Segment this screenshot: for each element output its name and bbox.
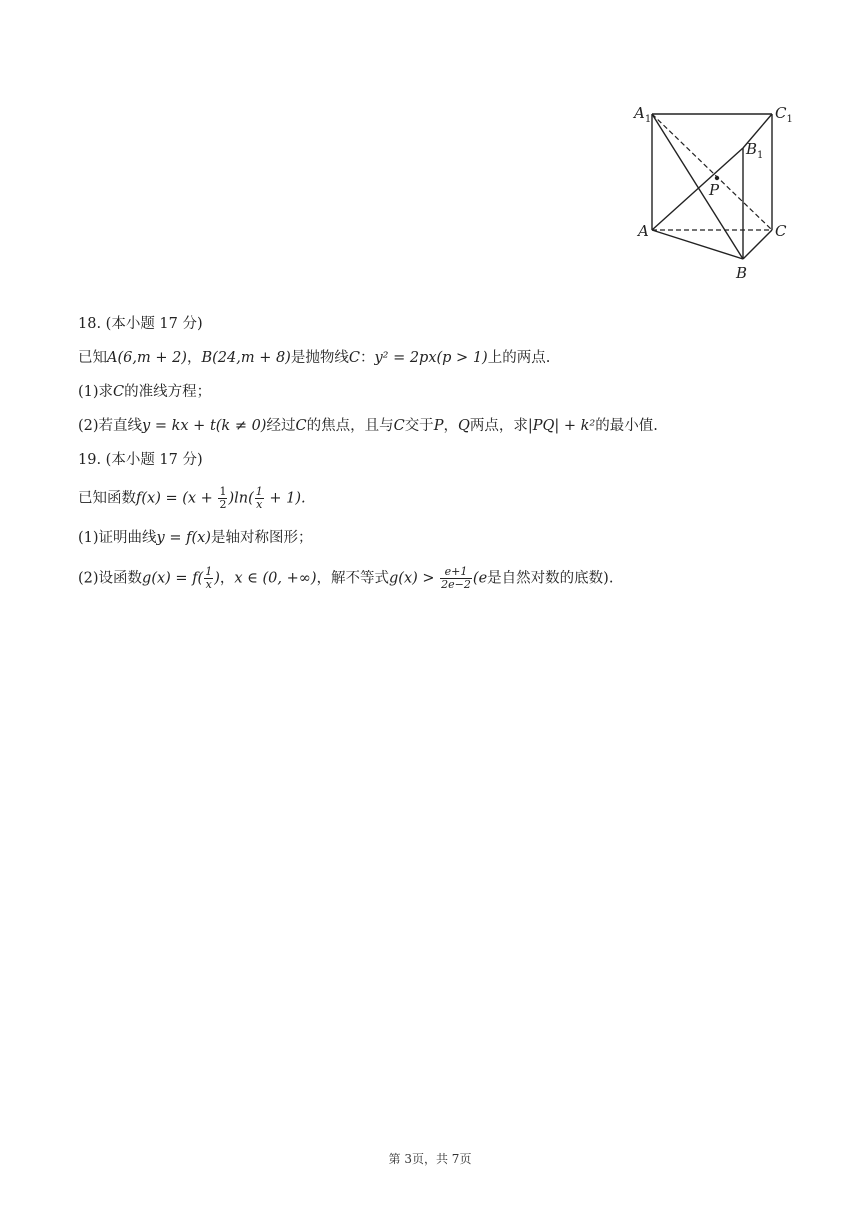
q19-frac-1x-b: $\frac{1}{x}$ <box>205 565 213 591</box>
label-P: P <box>709 181 720 199</box>
q18-p2-post: 的最小值. <box>595 418 658 434</box>
q18-p1-c: C <box>113 384 125 400</box>
q18-stem-pre: 已知 <box>78 350 107 366</box>
q18-p2-line: y = kx + t(k ≠ 0) <box>142 418 267 434</box>
q18-part2 <box>78 416 658 436</box>
q19-p2-sep: ， <box>219 570 235 587</box>
q19-ln: )ln( <box>228 490 254 507</box>
q19-stem <box>78 486 306 511</box>
q19-p2-pre: (2)设函数 <box>78 570 143 587</box>
label-C1: $C_1$ <box>775 104 793 125</box>
q18-p1-pre: (1)求 <box>78 384 114 400</box>
q18-p2-mid1: 经过 <box>266 418 296 434</box>
label-A: A <box>638 222 649 240</box>
q18-p2-c1: C <box>295 418 307 434</box>
prism-figure <box>626 96 796 286</box>
q19-frac-e: $\frac{e+1}{2e-2}$ <box>441 565 471 591</box>
q18-p2-q: Q <box>457 418 470 434</box>
q18-p2-mid3: 交于 <box>404 418 434 434</box>
q19-stem-end: + 1). <box>264 490 306 507</box>
q19-p1-post: 是轴对称图形； <box>210 530 313 546</box>
q18-part1 <box>78 382 211 402</box>
q18-p1-post: 的准线方程； <box>124 384 212 400</box>
q18-parabola-eq: y² = 2px(p > 1) <box>374 350 488 366</box>
triangular-prism-diagram <box>626 96 796 286</box>
q19-p2-close: ) <box>214 570 220 587</box>
q18-curve-c: C <box>348 350 360 366</box>
q19-part2 <box>78 566 613 591</box>
q19-part1 <box>78 528 312 548</box>
q19-p2-mid: ，解不等式 <box>316 570 390 587</box>
q18-point-b: B(24,m + 8) <box>201 350 291 366</box>
q18-p2-comma: ， <box>443 418 458 434</box>
q18-sep: ， <box>186 350 202 366</box>
q19-frac-1x: $\frac{1}{x}$ <box>255 485 263 511</box>
label-B1: $B_1$ <box>746 140 764 161</box>
q19-p2-e: e <box>478 570 488 587</box>
q19-p1-pre: (1)证明曲线 <box>78 530 157 546</box>
q18-header: 18. (本小题 17 分) <box>78 316 203 332</box>
q18-p2-c2: C <box>393 418 405 434</box>
q18-p2-mid4: 两点，求 <box>469 418 528 434</box>
q19-frac-half: $\frac{1}{2}$ <box>219 485 227 511</box>
q19-p2-domain: x ∈ (0, +∞) <box>234 570 317 587</box>
q19-p2-post: 是自然对数的底数). <box>487 570 614 587</box>
q18-p2-mid2: 的焦点，且与 <box>306 418 394 434</box>
q18-p2-p: P <box>433 418 444 434</box>
q19-p2-paren: ( <box>472 570 479 587</box>
q18-p2-pre: (2)若直线 <box>78 418 143 434</box>
q19-p2-g: g(x) = f( <box>142 570 204 587</box>
label-B: B <box>736 264 748 282</box>
q19-p2-ineq: g(x) > <box>389 570 440 587</box>
q18-point-a: A(6,m + 2) <box>107 350 187 366</box>
q18-stem-mid: 是抛物线 <box>290 350 349 366</box>
label-C: C <box>775 222 787 240</box>
q18-p2-expr: |PQ| + k² <box>527 418 596 434</box>
q19-header: 19. (本小题 17 分) <box>78 452 203 468</box>
q19-stem-pre: 已知函数 <box>78 490 136 507</box>
q18-stem <box>78 348 550 368</box>
q18-colon: ： <box>359 350 375 366</box>
q19-p1-eq: y = f(x) <box>156 530 211 546</box>
page-footer: 第 3页，共 7页 <box>388 1152 472 1166</box>
label-A1: $A_1$ <box>634 104 652 125</box>
q18-stem-post: 上的两点. <box>487 350 551 366</box>
q19-f-def: f(x) = (x + <box>136 490 218 507</box>
